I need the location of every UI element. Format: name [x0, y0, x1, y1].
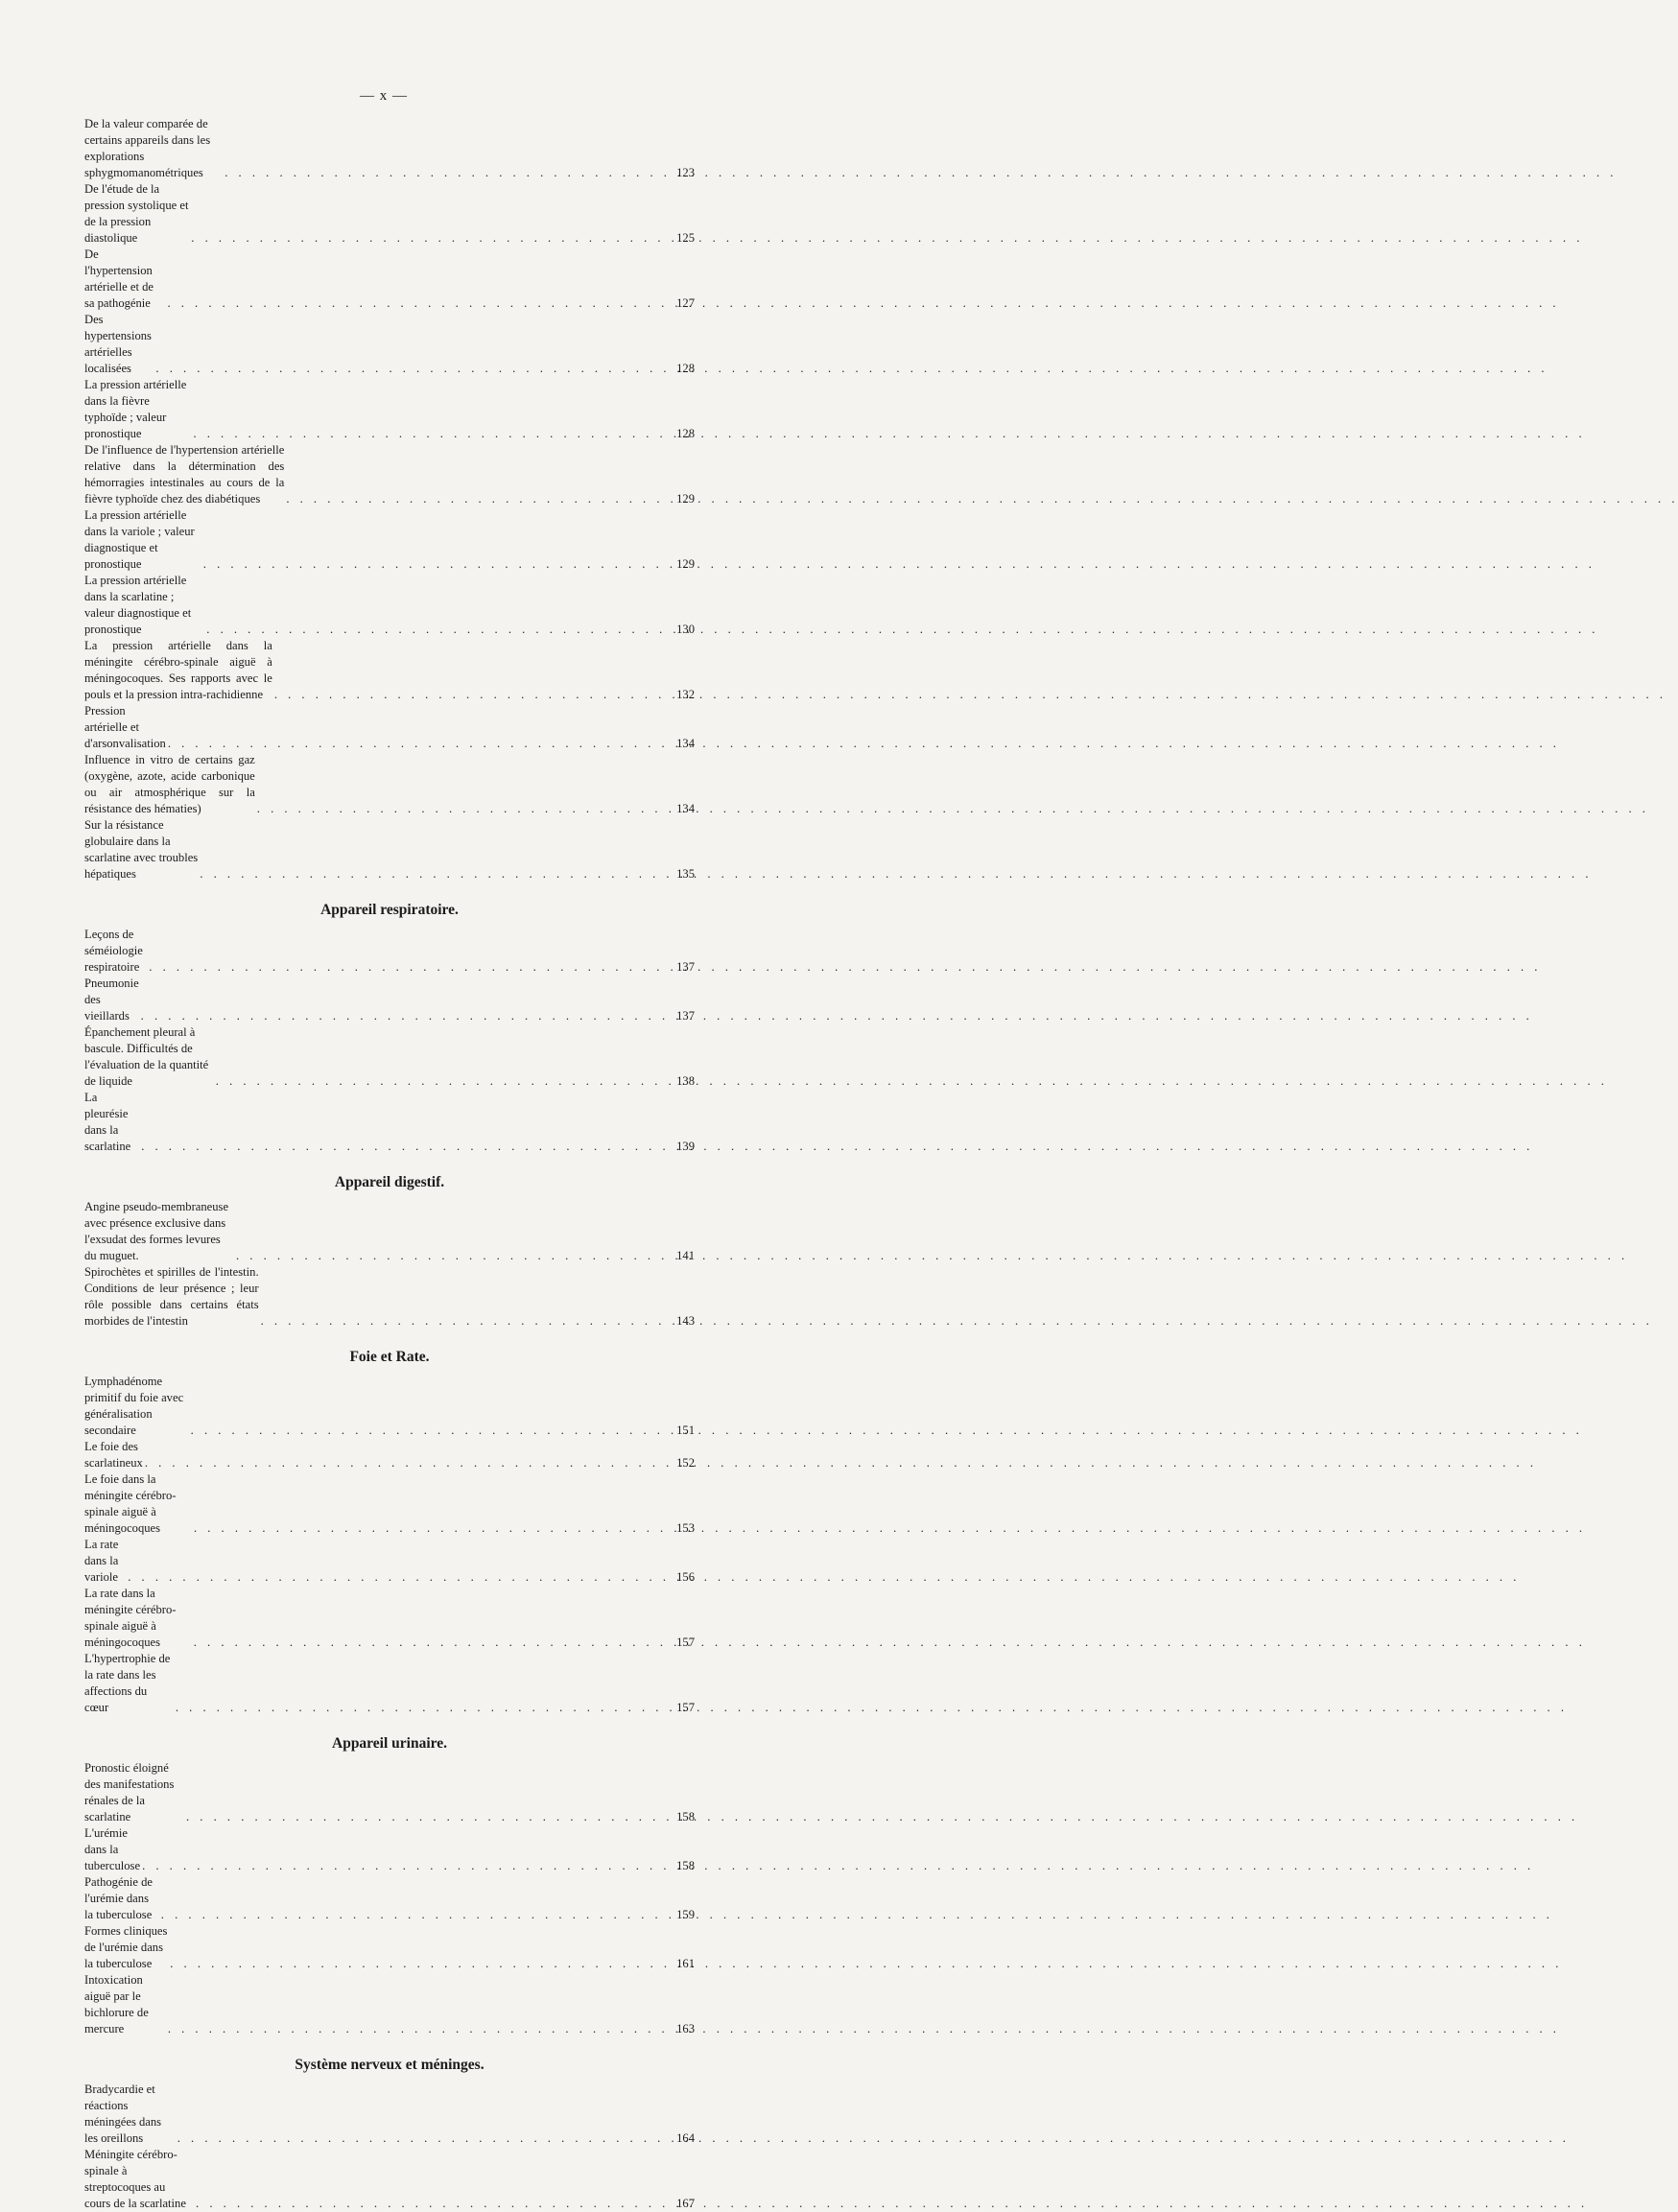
page-number: 123 — [676, 166, 695, 179]
dot-leader — [154, 361, 668, 377]
dot-leader — [234, 1248, 668, 1264]
page-number: 128 — [676, 362, 695, 375]
page-number: 127 — [676, 296, 695, 310]
toc-entry[interactable]: Pneumonie des vieillards . . . 137 — [84, 976, 695, 1024]
dot-leader — [140, 1858, 668, 1874]
dot-leader — [184, 1809, 668, 1825]
dot-leader — [139, 1008, 668, 1024]
toc-entry[interactable]: De la valeur comparée de certains appareils dans les explorations sphygmomanométriques . . . 123 — [84, 116, 695, 181]
toc-entry[interactable]: La rate dans la méningite cérébro-spinale aiguë à méningocoques . . . 157 — [84, 1586, 695, 1651]
page-number: 130 — [676, 623, 695, 636]
dot-leader — [168, 1956, 668, 1972]
dot-leader — [191, 426, 668, 442]
page-number: 156 — [676, 1570, 695, 1584]
toc-entry[interactable]: Pression artérielle et d'arsonvalisation . . . 134 — [84, 703, 695, 752]
page-number: 134 — [676, 737, 695, 750]
toc-entry[interactable]: Méningite cérébro-spinale à streptocoques au cours de la scarlatine . . . 167 — [84, 2147, 695, 2212]
toc-section-digestive — [84, 1155, 695, 1330]
section-heading: Foie et Rate. — [349, 1349, 430, 1365]
toc-entry[interactable]: De l'hypertension artérielle et de sa pathogénie . . . 127 — [84, 247, 695, 312]
toc-entry[interactable]: De l'étude de la pression systolique et de la pression diastolique . . . 125 — [84, 181, 695, 247]
table-of-contents — [84, 116, 695, 2212]
page-number: 153 — [676, 1521, 695, 1535]
page-number: 167 — [676, 2197, 695, 2210]
section-heading: Appareil respiratoire. — [320, 902, 459, 918]
dot-leader — [139, 1139, 668, 1155]
toc-entry[interactable]: Leçons de séméiologie respiratoire . . . 137 — [84, 927, 695, 976]
toc-entry[interactable]: De l'influence de l'hypertension artérielle relative dans la détermination des hémorragies intestinales au cours de la fièvre typhoïde chez des diabétiques . . . 129 — [84, 442, 695, 507]
page-number: 129 — [676, 492, 695, 506]
toc-section-liver-spleen — [84, 1330, 695, 1716]
toc-entry[interactable]: La pression artérielle dans la variole ; valeur diagnostique et pronostique . . . 129 — [84, 507, 695, 573]
page-number: 163 — [676, 2022, 695, 2036]
page-number: 161 — [676, 1957, 695, 1970]
dot-leader — [147, 959, 668, 976]
dot-leader — [166, 2021, 668, 2037]
page-number: 143 — [676, 1314, 695, 1328]
toc-entry[interactable]: Le foie des scarlatineux . . . 152 — [84, 1439, 695, 1471]
toc-entry[interactable]: La rate dans la variole . . . 156 — [84, 1537, 695, 1586]
page-number: 135 — [676, 867, 695, 881]
page-number: 125 — [676, 231, 695, 245]
toc-entry[interactable]: Formes cliniques de l'urémie dans la tuberculose . . . 161 — [84, 1923, 695, 1972]
toc-entry[interactable]: La pleurésie dans la scarlatine . . . 139 — [84, 1090, 695, 1155]
dot-leader — [284, 491, 668, 507]
dot-leader — [194, 2196, 668, 2212]
toc-entry[interactable]: La pression artérielle dans la fièvre typhoïde ; valeur pronostique . . . 128 — [84, 377, 695, 442]
page-number: 158 — [676, 1810, 695, 1824]
toc-section-urinary — [84, 1716, 695, 2037]
dot-leader — [204, 622, 668, 638]
toc-entry[interactable]: L'urémie dans la tuberculose . . . 158 — [84, 1825, 695, 1874]
dot-leader — [143, 1455, 668, 1471]
toc-entry[interactable]: Pronostic éloigné des manifestations rénales de la scarlatine . . . 158 — [84, 1760, 695, 1825]
toc-entry[interactable]: Influence in vitro de certains gaz (oxygène, azote, acide carbonique ou air atmosphérique sur la résistance des hématies) . . . 134 — [84, 752, 695, 817]
page-number: 159 — [676, 1908, 695, 1921]
dot-leader — [255, 801, 668, 817]
section-heading: Appareil digestif. — [334, 1174, 445, 1190]
dot-leader — [192, 1635, 668, 1651]
dot-leader — [126, 1569, 668, 1586]
toc-entry[interactable]: Sur la résistance globulaire dans la scarlatine avec troubles hépatiques . . . 135 — [84, 817, 695, 882]
toc-entry[interactable]: Des hypertensions artérielles localisées . . . 128 — [84, 312, 695, 377]
toc-entry[interactable]: Le foie dans la méningite cérébro-spinale aiguë à méningocoques . . . 153 — [84, 1471, 695, 1537]
dot-leader — [259, 1313, 668, 1330]
page-number: 128 — [676, 427, 695, 440]
toc-entry[interactable]: La pression artérielle dans la méningite cérébro-spinale aiguë à méningocoques. Ses rapports avec le pouls et la pression intra-rachidienne . . . 132 — [84, 638, 695, 703]
page-number: 137 — [676, 1009, 695, 1023]
toc-entry[interactable]: La pression artérielle dans la scarlatine ; valeur diagnostique et pronostique . . . 130 — [84, 573, 695, 638]
toc-entry[interactable]: Pathogénie de l'urémie dans la tuberculose . . . 159 — [84, 1874, 695, 1923]
dot-leader — [198, 866, 668, 882]
dot-leader — [165, 295, 668, 312]
dot-leader — [192, 1520, 668, 1537]
toc-section-nervous — [84, 2037, 695, 2212]
document-page — [0, 0, 768, 2210]
toc-entry[interactable]: Bradycardie et réactions méningées dans les oreillons . . . 164 — [84, 2082, 695, 2147]
page-number: 157 — [676, 1635, 695, 1649]
page-number: 132 — [676, 688, 695, 701]
page-number: 158 — [676, 1859, 695, 1872]
page-number: 152 — [676, 1456, 695, 1470]
page-folio: — x — — [360, 88, 408, 104]
toc-entry[interactable]: Lymphadénome primitif du foie avec généralisation secondaire . . . 151 — [84, 1374, 695, 1439]
dot-leader — [176, 2130, 668, 2147]
dot-leader — [214, 1073, 668, 1090]
toc-section-respiratory — [84, 882, 695, 1155]
page-number: 151 — [676, 1424, 695, 1437]
toc-entry[interactable]: Épanchement pleural à bascule. Difficultés de l'évaluation de la quantité de liquide . . . 138 — [84, 1024, 695, 1090]
page-number: 157 — [676, 1701, 695, 1714]
page-number: 164 — [676, 2131, 695, 2145]
toc-entry[interactable]: Angine pseudo-membraneuse avec présence exclusive dans l'exsudat des formes levures du muguet. . . . 141 — [84, 1199, 695, 1264]
section-heading: Appareil urinaire. — [332, 1735, 447, 1752]
page-number: 137 — [676, 960, 695, 974]
page-number: 138 — [676, 1074, 695, 1088]
dot-leader — [159, 1907, 668, 1923]
page-number: 141 — [676, 1249, 695, 1262]
toc-entry[interactable]: L'hypertrophie de la rate dans les affections du cœur . . . 157 — [84, 1651, 695, 1716]
page-number: 139 — [676, 1140, 695, 1153]
section-heading: Système nerveux et méninges. — [295, 2057, 484, 2073]
dot-leader — [174, 1700, 668, 1716]
toc-entry[interactable]: Intoxication aiguë par le bichlorure de mercure . . . 163 — [84, 1972, 695, 2037]
dot-leader — [189, 230, 668, 247]
dot-leader — [223, 165, 668, 181]
toc-entry[interactable]: Spirochètes et spirilles de l'intestin. Conditions de leur présence ; leur rôle possible dans certains états morbides de l'intestin . . . 143 — [84, 1264, 695, 1330]
toc-section-circulatory — [84, 116, 695, 882]
dot-leader — [166, 736, 668, 752]
dot-leader — [272, 687, 668, 703]
dot-leader — [189, 1423, 668, 1439]
page-number: 129 — [676, 557, 695, 571]
page-number: 134 — [676, 802, 695, 815]
dot-leader — [201, 556, 668, 573]
